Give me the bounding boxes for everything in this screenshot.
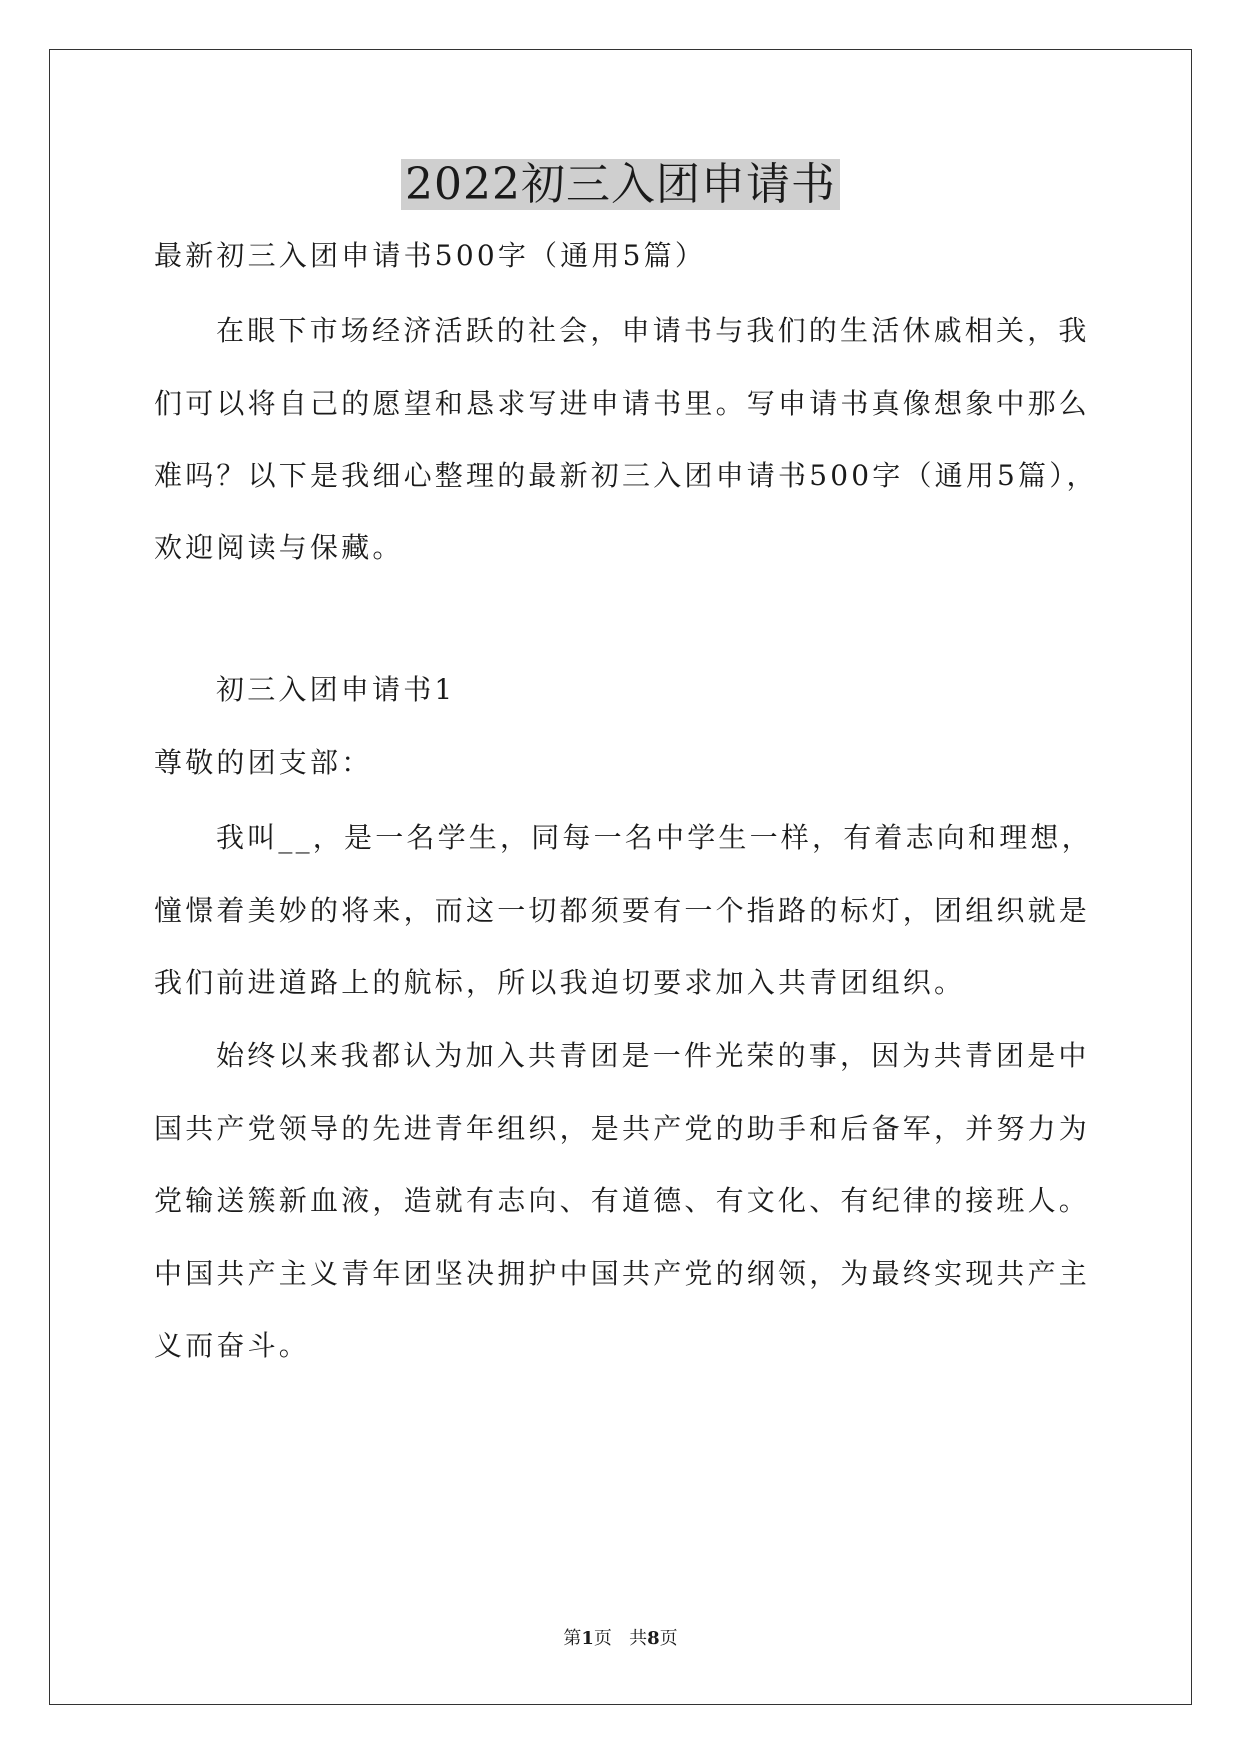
footer-mid: 页 共	[593, 1628, 648, 1649]
document-title-text: 2022初三入团申请书	[401, 159, 840, 210]
footer-page-number: 1	[581, 1628, 594, 1649]
paragraph-line: 国共产党领导的先进青年组织，是共产党的助手和后备军，并努力为	[154, 1112, 1091, 1145]
paragraph-line: 始终以来我都认为加入共青团是一件光荣的事，因为共青团是中	[216, 1039, 1090, 1072]
salutation: 尊敬的团支部：	[154, 746, 373, 779]
footer-prefix: 第	[563, 1628, 582, 1649]
paragraph-line: 我叫__，是一名学生，同每一名中学生一样，有着志向和理想，	[216, 821, 1093, 854]
paragraph-line: 中国共产主义青年团坚决拥护中国共产党的纲领，为最终实现共产主	[154, 1257, 1091, 1290]
intro-line: 在眼下市场经济活跃的社会，申请书与我们的生活休戚相关，我	[216, 314, 1090, 347]
paragraph-line: 党输送簇新血液，造就有志向、有道德、有文化、有纪律的接班人。	[154, 1184, 1091, 1217]
footer-total-pages: 8	[647, 1628, 660, 1649]
document-title	[0, 155, 1241, 215]
paragraph-line: 义而奋斗。	[154, 1329, 311, 1362]
document-subtitle: 最新初三入团申请书500字（通用5篇）	[154, 239, 707, 272]
section-heading: 初三入团申请书1	[216, 673, 456, 706]
intro-line: 难吗？以下是我细心整理的最新初三入团申请书500字（通用5篇），	[154, 459, 1098, 492]
paragraph-line: 我们前进道路上的航标，所以我迫切要求加入共青团组织。	[154, 966, 966, 999]
intro-line: 们可以将自己的愿望和恳求写进申请书里。写申请书真像想象中那么	[154, 387, 1091, 420]
page-footer	[0, 1627, 1241, 1651]
page-border	[49, 49, 1192, 1705]
paragraph-line: 憧憬着美妙的将来，而这一切都须要有一个指路的标灯，团组织就是	[154, 894, 1091, 927]
intro-line: 欢迎阅读与保藏。	[154, 531, 404, 564]
footer-suffix: 页	[659, 1628, 678, 1649]
